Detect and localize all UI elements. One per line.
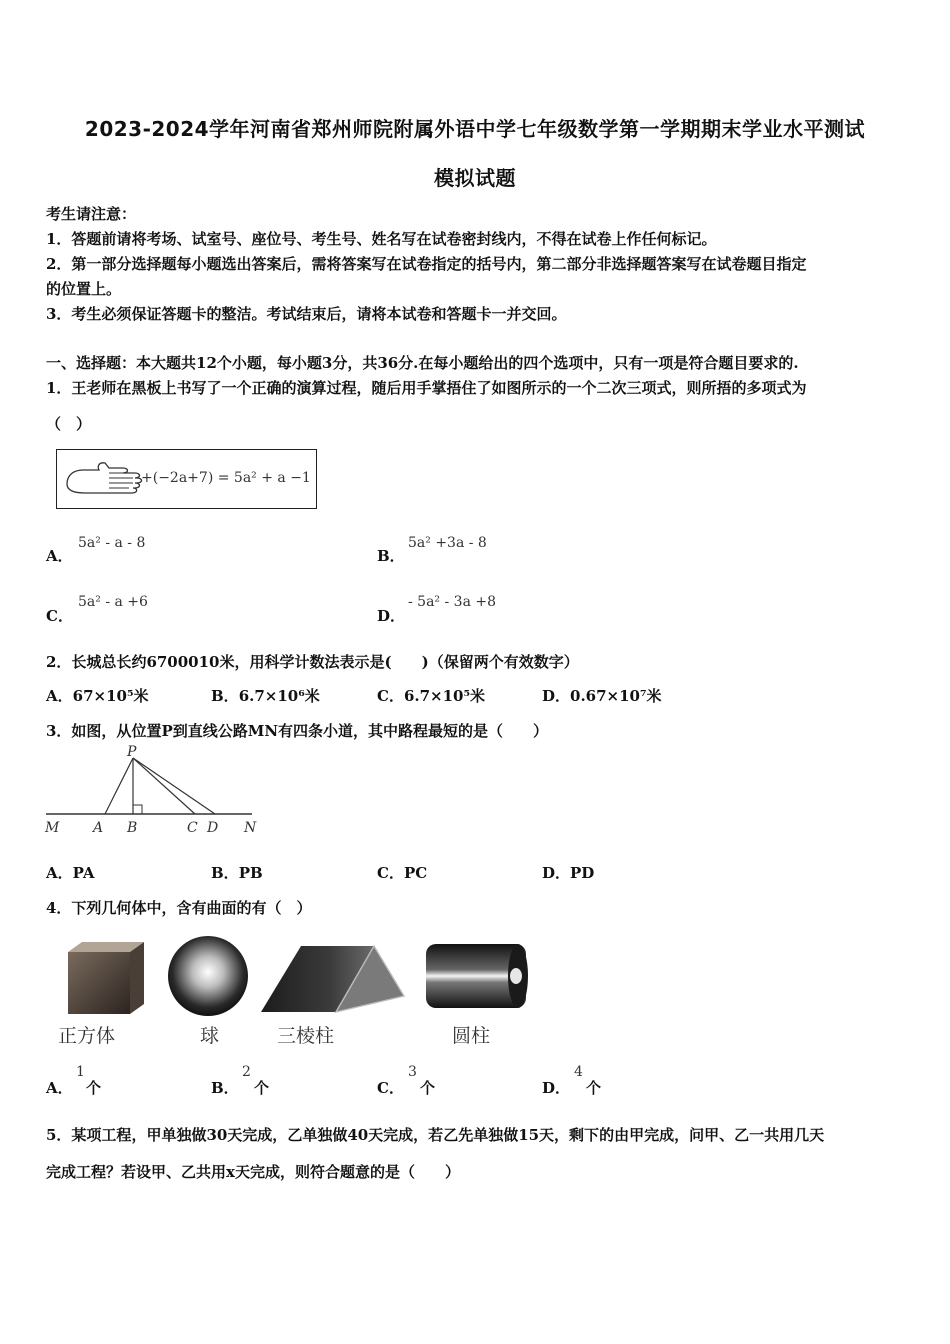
shape-label-cube: 正方体 (58, 1025, 116, 1047)
q2-option-d-letter: D． (542, 687, 571, 705)
q4-option-b-letter[interactable]: B． (211, 1079, 239, 1097)
q2-option-a[interactable] (46, 685, 149, 706)
path-pd (133, 758, 215, 814)
q3-option-c[interactable] (377, 862, 427, 883)
cylinder-shape (426, 944, 528, 1008)
q4-option-b-num: 2 (242, 1064, 251, 1080)
q3-option-c-letter: C． (377, 864, 404, 882)
q3-option-b-text: PB (238, 864, 263, 882)
question-5-line2: 完成工程？若设甲、乙共用x天完成，则符合题意的是（ ） (46, 1163, 460, 1181)
question-4-shapes (56, 930, 546, 1020)
document-title-line2: 模拟试题 (434, 166, 516, 190)
notice-heading: 考生请注意： (46, 205, 137, 223)
q1-option-d-expr[interactable]: - 5a² - 3a +8 (408, 594, 497, 610)
sphere-shape (168, 936, 248, 1016)
q3-option-a[interactable] (46, 862, 94, 883)
q4-option-c-unit: 个 (420, 1079, 436, 1097)
q4-option-d-num: 4 (574, 1064, 583, 1080)
q1-option-d-letter[interactable]: D． (377, 607, 406, 625)
notice-item-2-cont: 的位置上。 (46, 280, 122, 298)
label-m: M (45, 820, 60, 836)
q2-option-b[interactable] (211, 685, 320, 706)
q2-option-b-text: 6.7×10⁶米 (238, 687, 320, 705)
q4-option-a-letter[interactable]: A． (46, 1079, 73, 1097)
q3-option-d-text: PD (570, 864, 595, 882)
question-4-text: 4．下列几何体中，含有曲面的有（ ） (46, 899, 312, 917)
label-c: C (187, 820, 198, 836)
shape-label-sphere: 球 (200, 1025, 220, 1047)
shape-label-cylinder: 圆柱 (452, 1025, 491, 1047)
q1-option-a-expr[interactable]: 5a² - a - 8 (78, 535, 146, 551)
q2-option-b-letter: B． (211, 687, 239, 705)
q1-option-c-letter[interactable]: C． (46, 607, 73, 625)
question-5-line1: 5．某项工程，甲单独做30天完成，乙单独做40天完成，若乙先单独做15天，剩下的由甲完成，问甲、乙一共用几天 (46, 1126, 825, 1144)
label-d: D (207, 820, 219, 836)
question-1-text: 1．王老师在黑板上书写了一个正确的演算过程，随后用手掌捂住了如图所示的一个二次三项式，则所捂的多项式为 (46, 379, 807, 397)
q4-option-c-letter[interactable]: C． (377, 1079, 404, 1097)
notice-item-2: 2．第一部分选择题每小题选出答案后，需将答案写在试卷指定的括号内，第二部分非选择题答案写在试卷题目指定 (46, 255, 807, 273)
q4-option-a-unit: 个 (86, 1079, 102, 1097)
q3-option-a-text: PA (72, 864, 95, 882)
question-1-figure (56, 449, 317, 509)
q1-option-c-expr[interactable]: 5a² - a +6 (78, 594, 148, 610)
notice-item-1: 1．答题前请将考场、试室号、座位号、考生号、姓名写在试卷密封线内，不得在试卷上作任何标记。 (46, 230, 717, 248)
triangular-prism-shape (261, 946, 404, 1012)
label-n: N (244, 820, 257, 836)
q4-option-c-num: 3 (408, 1064, 417, 1080)
q2-option-c-letter: C． (377, 687, 404, 705)
q1-option-b-expr[interactable]: 5a² +3a - 8 (408, 535, 487, 551)
label-p: P (127, 744, 137, 760)
cube-shape (68, 942, 144, 1014)
label-a: A (93, 820, 104, 836)
hand-icon (63, 454, 143, 504)
section-heading: 一、选择题：本大题共12个小题，每小题3分，共36分.在每小题给出的四个选项中，只有一项是符合题目要求的. (46, 354, 799, 372)
shape-label-prism: 三棱柱 (277, 1025, 335, 1047)
q4-option-d-unit: 个 (586, 1079, 602, 1097)
q1-option-b-letter[interactable]: B． (377, 547, 405, 565)
path-pa (105, 758, 133, 814)
q2-option-d[interactable] (542, 685, 662, 706)
q3-option-b[interactable] (211, 862, 263, 883)
q1-option-a-letter[interactable]: A． (46, 547, 73, 565)
q4-option-d-letter[interactable]: D． (542, 1079, 571, 1097)
question-1-equation: +(−2a+7) = 5a² + a −1 (141, 470, 311, 486)
q3-option-d-letter: D． (542, 864, 571, 882)
q3-option-d[interactable] (542, 862, 594, 883)
q3-option-c-text: PC (403, 864, 428, 882)
question-3-text: 3．如图，从位置P到直线公路MN有四条小道，其中路程最短的是（ ） (46, 722, 549, 740)
document-title-line1: 2023-2024学年河南省郑州师院附属外语中学七年级数学第一学期期末学业水平测试 (84, 117, 866, 141)
question-2-text: 2．长城总长约6700010米，用科学计数法表示是( )（保留两个有效数字） (46, 653, 579, 671)
right-angle-mark (133, 805, 142, 814)
q4-option-a-num: 1 (76, 1064, 85, 1080)
q3-option-b-letter: B． (211, 864, 239, 882)
q2-option-a-letter: A． (46, 687, 73, 705)
notice-item-3: 3．考生必须保证答题卡的整洁。考试结束后，请将本试卷和答题卡一并交回。 (46, 305, 567, 323)
question-3-figure (44, 744, 264, 836)
q3-option-a-letter: A． (46, 864, 73, 882)
q2-option-a-text: 67×10⁵米 (72, 687, 149, 705)
question-1-paren: （ ） (46, 415, 92, 433)
q2-option-d-text: 0.67×10⁷米 (570, 687, 662, 705)
q2-option-c[interactable] (377, 685, 485, 706)
label-b: B (127, 820, 138, 836)
q4-option-b-unit: 个 (254, 1079, 270, 1097)
q2-option-c-text: 6.7×10⁵米 (403, 687, 486, 705)
